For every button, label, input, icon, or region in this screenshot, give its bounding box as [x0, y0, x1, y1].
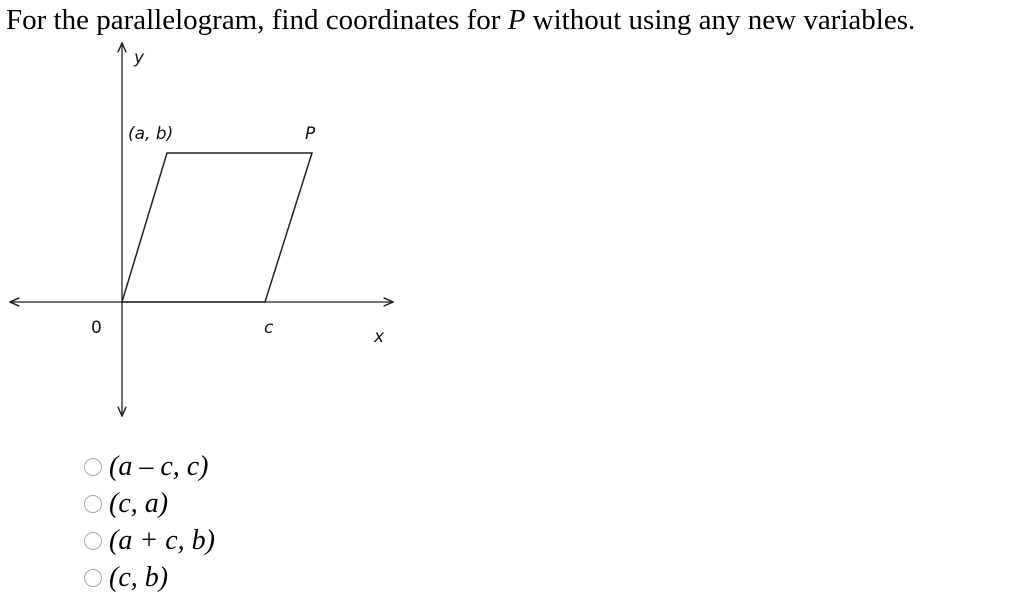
radio-button[interactable] — [84, 532, 102, 550]
radio-button[interactable] — [84, 458, 102, 476]
vertex-ab-label: (a, b) — [128, 124, 174, 144]
answer-choices — [84, 448, 215, 596]
y-axis-label: y — [134, 48, 145, 68]
choice-label: (a – c, c) — [109, 450, 209, 482]
vertex-p-label: P — [305, 124, 316, 144]
choice-option-1[interactable] — [84, 448, 215, 485]
vertex-c-label: c — [264, 318, 274, 338]
choice-label: (c, a) — [109, 487, 169, 519]
choice-option-4[interactable] — [84, 559, 215, 596]
question-text — [6, 2, 915, 38]
question-variable: P — [507, 4, 526, 36]
question-prefix: For the parallelogram, find coordinates for — [6, 4, 508, 36]
choice-label: (c, b) — [109, 561, 169, 593]
choice-label: (a + c, b) — [109, 524, 215, 556]
x-axis-label: x — [374, 327, 385, 347]
question-suffix: without using any new variables. — [525, 4, 916, 36]
choice-option-3[interactable] — [84, 522, 215, 559]
coordinate-plane — [0, 38, 420, 428]
radio-button[interactable] — [84, 495, 102, 513]
origin-label: 0 — [91, 318, 102, 338]
radio-button[interactable] — [84, 569, 102, 587]
parallelogram — [122, 153, 312, 302]
choice-option-2[interactable] — [84, 485, 215, 522]
parallelogram-figure — [0, 38, 420, 428]
